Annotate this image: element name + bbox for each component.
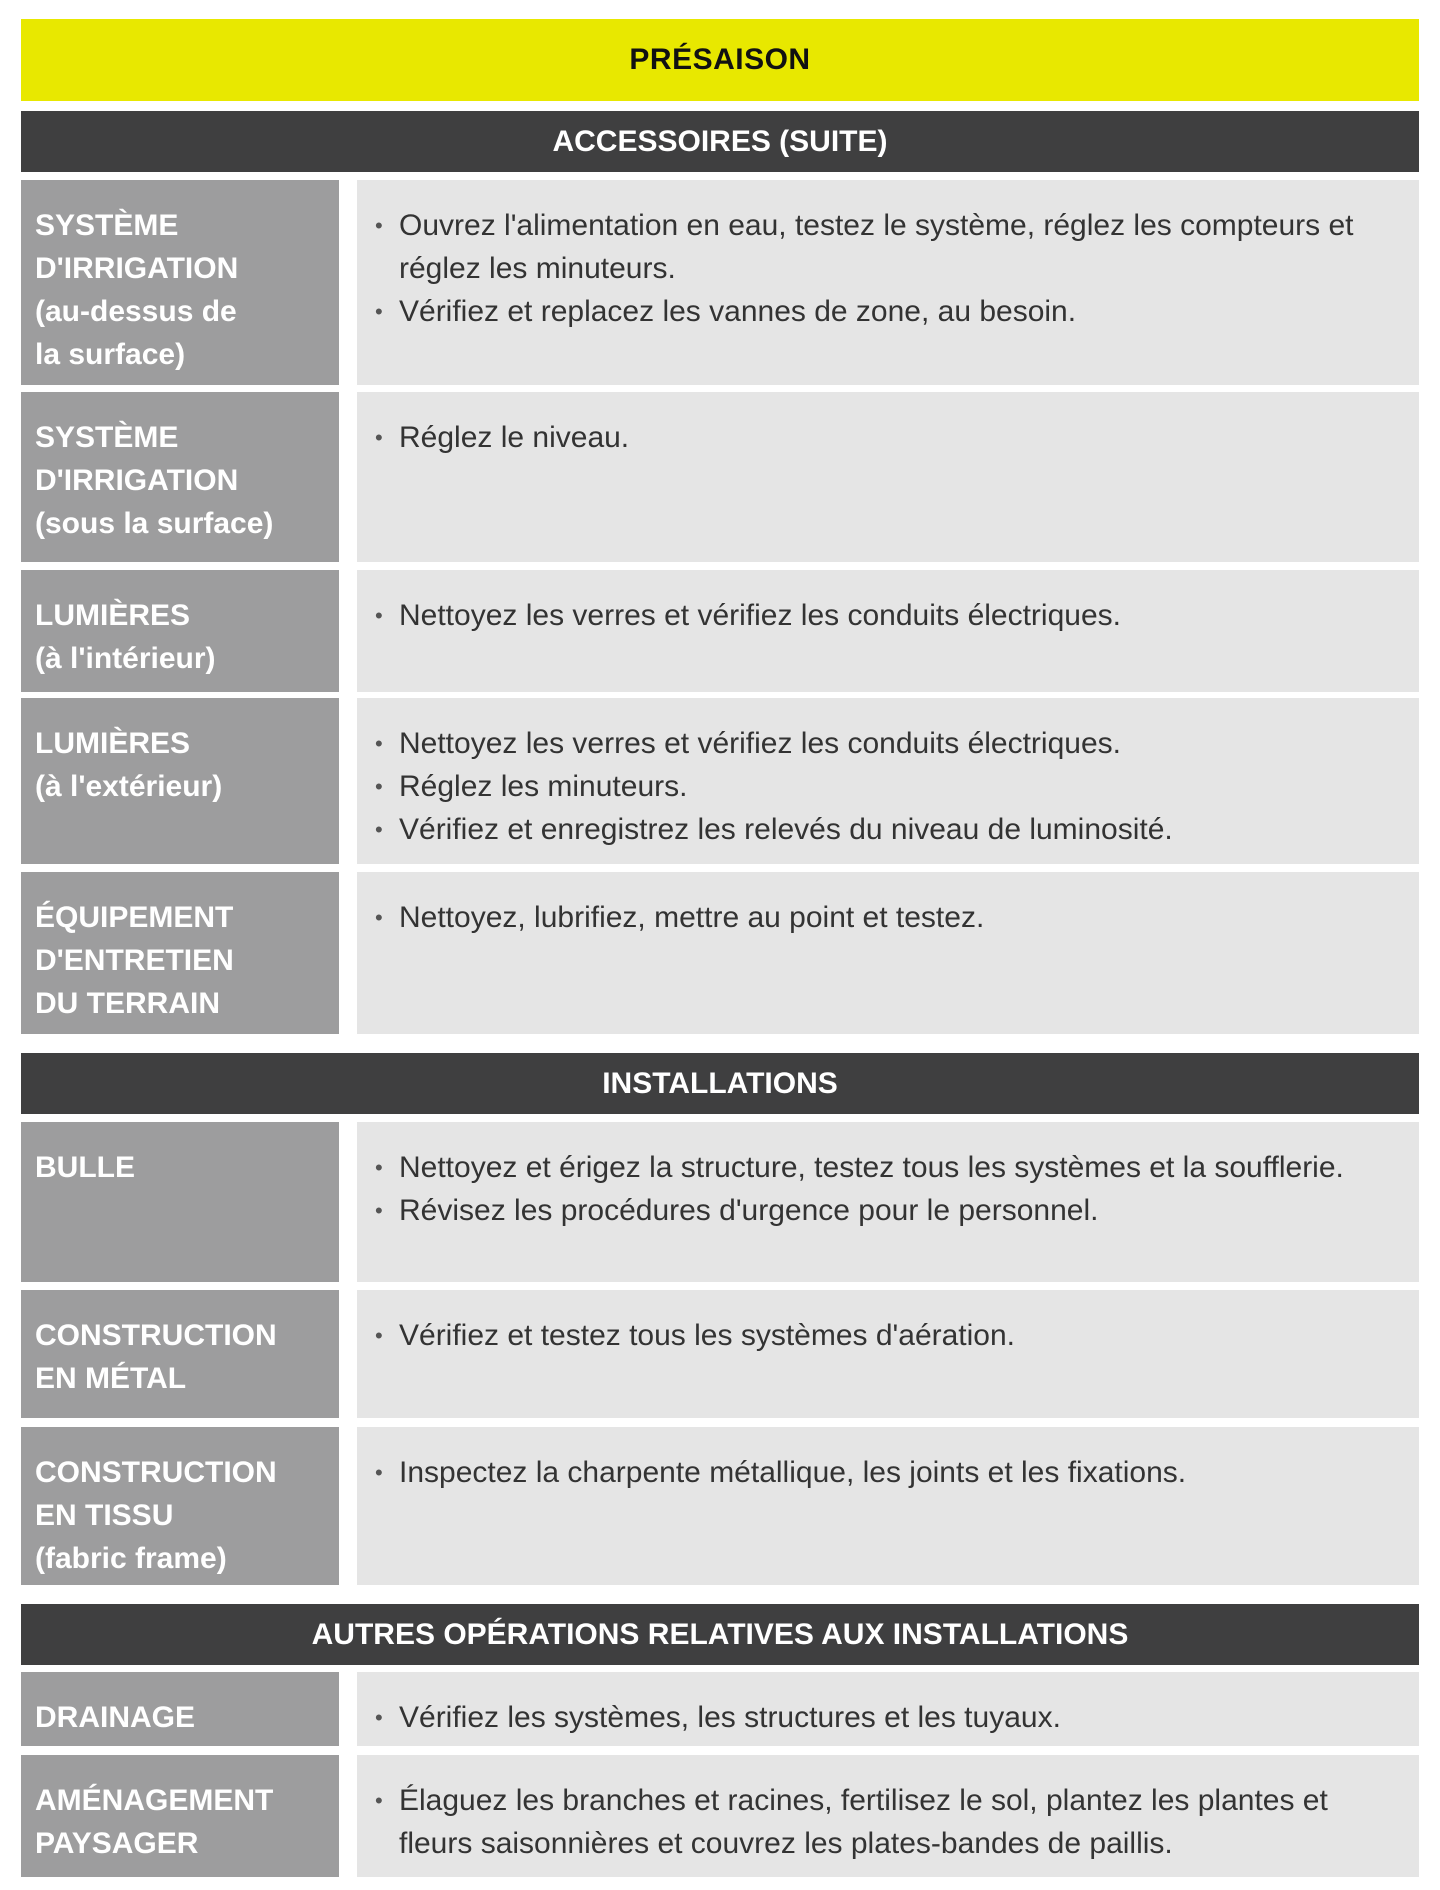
row-label [21, 1122, 339, 1282]
bullet-item: • Vérifiez et testez tous les systèmes d'aération. [375, 1314, 1399, 1357]
section-header: INSTALLATIONS [21, 1053, 1419, 1114]
row-label-line: D'ENTRETIEN [35, 944, 234, 977]
bullet-item: • Réglez les minuteurs. [375, 765, 1399, 808]
row-label-line: DU TERRAIN [35, 987, 220, 1020]
row-label-line: DRAINAGE [35, 1701, 196, 1734]
bullet-item: • Vérifiez et replacez les vannes de zone, au besoin. [375, 290, 1399, 333]
row-label-line: LUMIÈRES [35, 727, 191, 760]
row-label-line: D'IRRIGATION [35, 252, 239, 285]
row-label-line: EN MÉTAL [35, 1362, 187, 1395]
row-label-line: D'IRRIGATION [35, 464, 239, 497]
section-header: AUTRES OPÉRATIONS RELATIVES AUX INSTALLATIONS [21, 1604, 1419, 1665]
bullet-item: • Élaguez les branches et racines, fertilisez le sol, plantez les plantes et fleurs saisonnières et couvrez les plates-bandes de paillis. [375, 1779, 1399, 1865]
row-content [357, 570, 1419, 692]
row-label [21, 1290, 339, 1418]
row-label [21, 1755, 339, 1877]
section-header: ACCESSOIRES (SUITE) [21, 111, 1419, 172]
row-label-line: la surface) [35, 338, 186, 371]
row-label [21, 392, 339, 562]
row-content [357, 1755, 1419, 1877]
bullet-item: • Nettoyez les verres et vérifiez les conduits électriques. [375, 722, 1399, 765]
bullet-item: • Inspectez la charpente métallique, les joints et les fixations. [375, 1451, 1399, 1494]
row-label-line: (fabric frame) [35, 1542, 227, 1575]
row-label-line: PAYSAGER [35, 1827, 199, 1860]
row-label [21, 1427, 339, 1585]
row-content [357, 180, 1419, 385]
page-title: PRÉSAISON [21, 19, 1419, 101]
bullet-item: • Vérifiez les systèmes, les structures et les tuyaux. [375, 1696, 1399, 1739]
row-label-line: SYSTÈME [35, 421, 179, 454]
bullet-item: • Vérifiez et enregistrez les relevés du niveau de luminosité. [375, 808, 1399, 851]
bullet-item: • Ouvrez l'alimentation en eau, testez le système, réglez les compteurs et réglez les minuteurs. [375, 204, 1399, 290]
row-label-line: (sous la surface) [35, 507, 274, 540]
row-label-line: SYSTÈME [35, 209, 179, 242]
row-label-line: CONSTRUCTION [35, 1456, 277, 1489]
row-content [357, 872, 1419, 1034]
row-label [21, 570, 339, 692]
row-label-line: (à l'intérieur) [35, 642, 216, 675]
row-label [21, 180, 339, 385]
row-content [357, 1290, 1419, 1418]
bullet-item: • Nettoyez, lubrifiez, mettre au point et testez. [375, 896, 1399, 939]
row-label [21, 872, 339, 1034]
bullet-item: • Réglez le niveau. [375, 416, 1399, 459]
row-label-line: LUMIÈRES [35, 599, 191, 632]
row-label-line: (à l'extérieur) [35, 770, 223, 803]
row-label-line: (au-dessus de [35, 295, 237, 328]
row-label [21, 1672, 339, 1746]
row-label-line: AMÉNAGEMENT [35, 1784, 274, 1817]
row-label-line: EN TISSU [35, 1499, 174, 1532]
row-content [357, 1122, 1419, 1282]
bullet-item: • Révisez les procédures d'urgence pour le personnel. [375, 1189, 1399, 1232]
row-label-line: CONSTRUCTION [35, 1319, 277, 1352]
row-content [357, 1427, 1419, 1585]
row-content [357, 392, 1419, 562]
bullet-item: • Nettoyez les verres et vérifiez les conduits électriques. [375, 594, 1399, 637]
row-label-line: BULLE [35, 1151, 135, 1184]
bullet-item: • Nettoyez et érigez la structure, testez tous les systèmes et la soufflerie. [375, 1146, 1399, 1189]
row-label [21, 698, 339, 864]
row-content [357, 698, 1419, 864]
row-label-line: ÉQUIPEMENT [35, 901, 234, 934]
row-content [357, 1672, 1419, 1746]
